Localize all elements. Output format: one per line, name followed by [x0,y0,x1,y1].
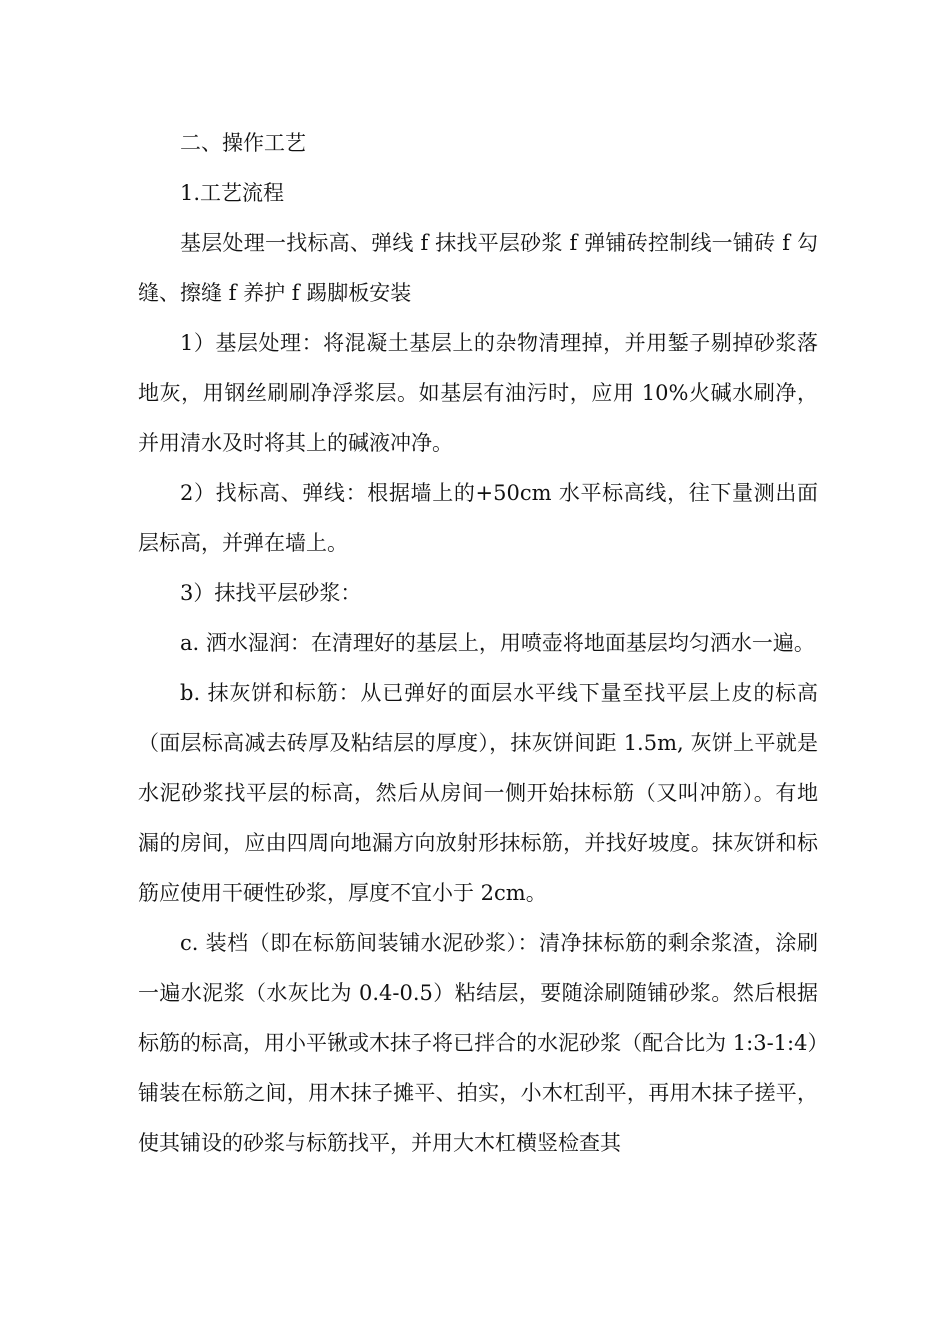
step-3-heading: 3）抹找平层砂浆： [180,581,362,605]
document-body [138,118,818,1168]
step-2-paragraph: 2）找标高、弹线：根据墙上的+50cm 水平标高线，往下量测出面层标高，并弹在墙上。 [138,481,818,555]
step-3a-paragraph: a. 洒水湿润：在清理好的基层上，用喷壶将地面基层均匀洒水一遍。 [180,631,815,655]
step-3c-paragraph: c. 装档（即在标筋间装铺水泥砂浆）：清净抹标筋的剩余浆渣，涂刷一遍水泥浆（水灰比为 0.4-0.5）粘结层，要随涂刷随铺砂浆。然后根据标筋的标高，用小平锹或木抹子将已拌合的水泥砂浆（配合比为 1:3-1:4）铺装在标筋之间，用木抹子摊平、拍实，小木杠刮平，再用木抹子搓平，使其铺设的砂浆与标筋找平，并用大木杠横竖检查其 [138,931,818,1155]
process-flow-paragraph: 基层处理一找标高、弹线 f 抹找平层砂浆 f 弹铺砖控制线一铺砖 f 勾缝、擦缝 f 养护 f 踢脚板安装 [138,231,818,305]
section-heading: 二、操作工艺 [180,131,306,155]
subsection-heading: 1.工艺流程 [180,181,285,205]
step-1-paragraph: 1）基层处理：将混凝土基层上的杂物清理掉，并用錾子剔掉砂浆落地灰，用钢丝刷刷净浮浆层。如基层有油污时，应用 10%火碱水刷净，并用清水及时将其上的碱液冲净。 [138,331,818,455]
step-3b-paragraph: b. 抹灰饼和标筋：从已弹好的面层水平线下量至找平层上皮的标高（面层标高减去砖厚及粘结层的厚度），抹灰饼间距 1.5m, 灰饼上平就是水泥砂浆找平层的标高，然后从房间一侧开始抹标筋（又叫冲筋）。有地漏的房间，应由四周向地漏方向放射形抹标筋，并找好坡度。抹灰饼和标筋应使用干硬性砂浆，厚度不宜小于 2cm。 [138,681,818,905]
